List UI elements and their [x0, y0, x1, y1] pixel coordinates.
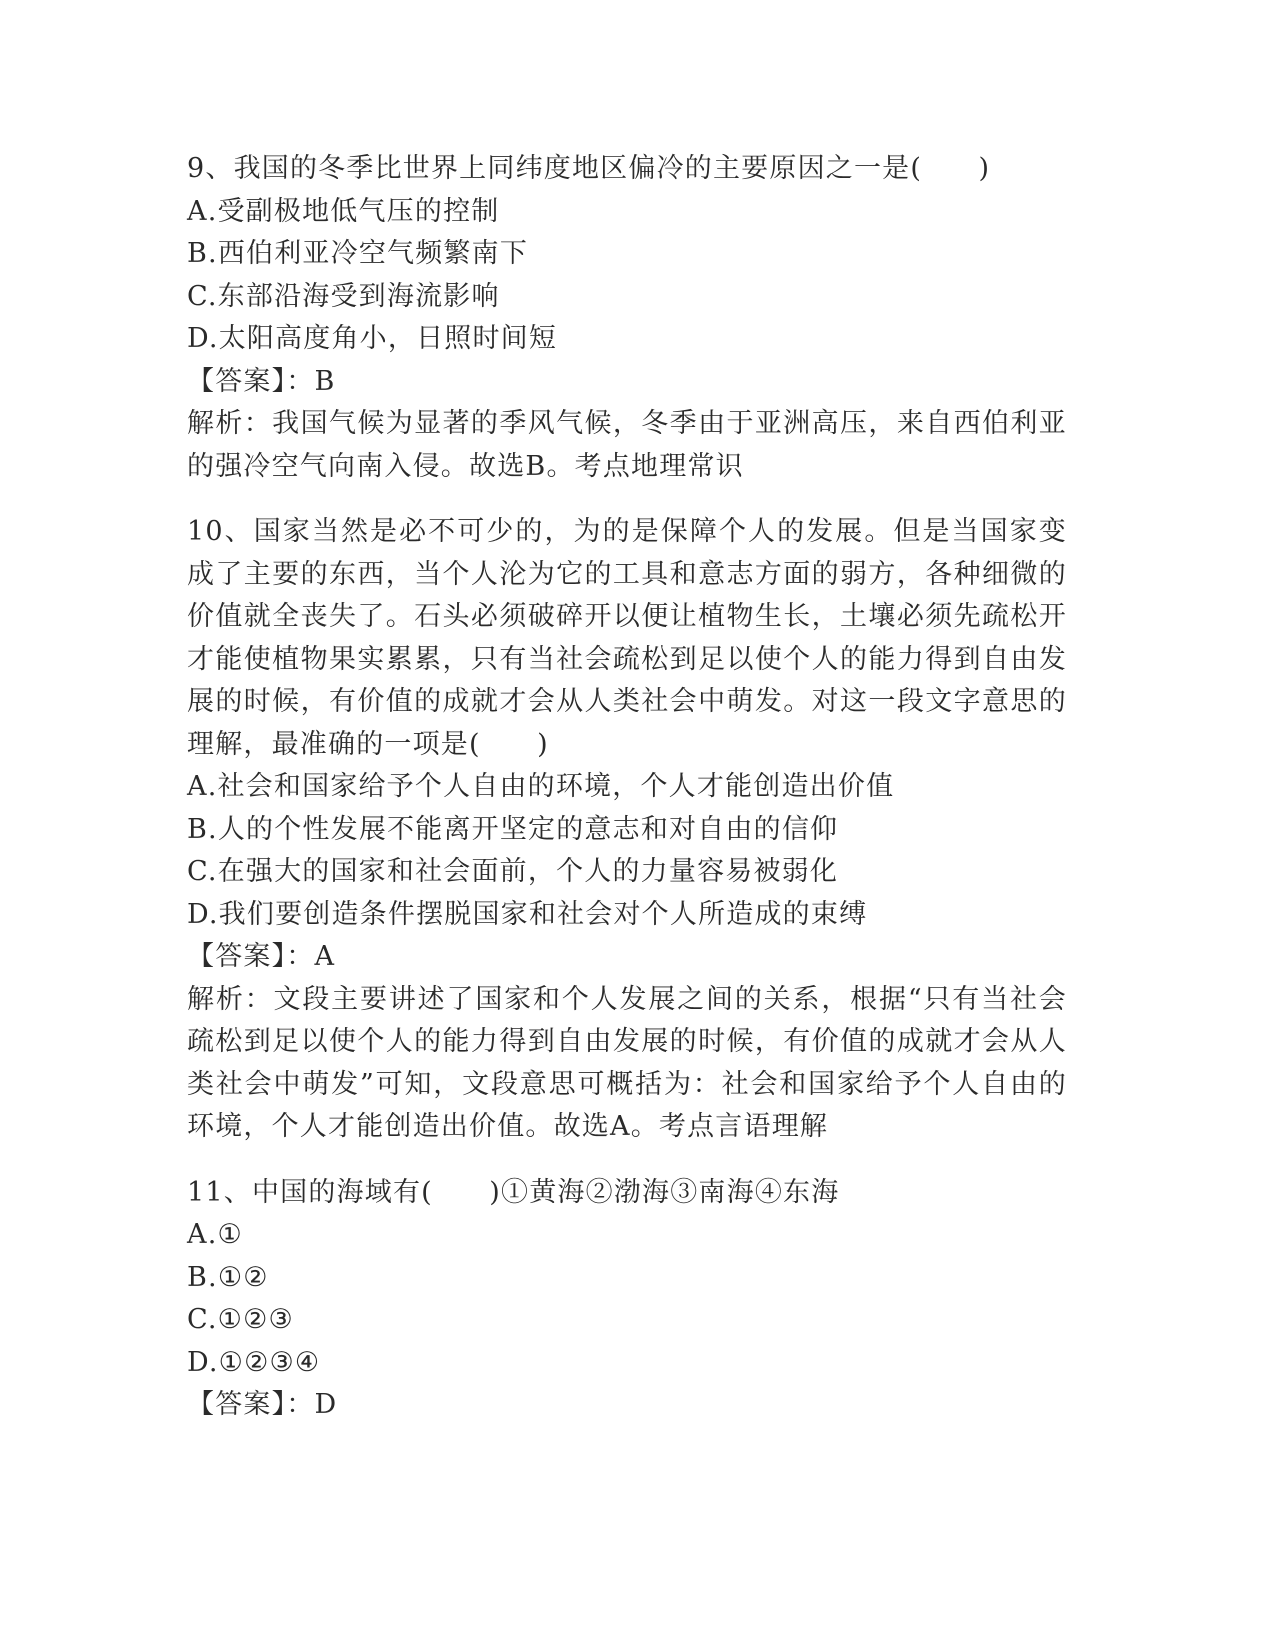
answer: 【答案】：D	[187, 1389, 338, 1420]
answer: 【答案】：B	[187, 365, 336, 397]
question-stem: 11、中国的海域有( )①黄海②渤海③南海④东海	[187, 1176, 840, 1208]
option-c: C.①②③	[187, 1304, 294, 1335]
option-c: C.在强大的国家和社会面前，个人的力量容易被弱化	[187, 856, 839, 887]
answer: 【答案】：A	[187, 941, 336, 972]
option-b: B.西伯利亚冷空气频繁南下	[187, 238, 529, 269]
question-9	[187, 148, 1067, 488]
option-c: C.东部沿海受到海流影响	[187, 280, 500, 312]
option-a: A.①	[187, 1219, 243, 1250]
option-a: A.社会和国家给予个人自由的环境，个人才能创造出价值	[187, 771, 895, 802]
question-list	[187, 148, 1067, 1450]
analysis: 解析：文段主要讲述了国家和个人发展之间的关系，根据“只有当社会疏松到足以使个人的能力得到自由发展的时候，有价值的成就才会从人类社会中萌发”可知，文段意思可概括为：社会和国家给予个人自由的环境，个人才能创造出价值。故选A。考点言语理解	[187, 983, 1067, 1142]
question-11	[187, 1172, 1067, 1427]
question-stem: 9、我国的冬季比世界上同纬度地区偏冷的主要原因之一是( )	[187, 153, 991, 184]
option-b: B.人的个性发展不能离开坚定的意志和对自由的信仰	[187, 813, 839, 845]
question-stem: 10、国家当然是必不可少的，为的是保障个人的发展。但是当国家变成了主要的东西，当个人沦为它的工具和意志方面的弱方，各种细微的价值就全丧失了。石头必须破碎开以便让植物生长，土壤必须先疏松开才能使植物果实累累，只有当社会疏松到足以使个人的能力得到自由发展的时候，有价值的成就才会从人类社会中萌发。对这一段文字意思的理解，最准确的一项是( )	[187, 516, 1067, 760]
option-d: D.我们要创造条件摆脱国家和社会对个人所造成的束缚	[187, 898, 868, 930]
question-10	[187, 511, 1067, 1149]
option-d: D.太阳高度角小，日照时间短	[187, 323, 558, 354]
option-b: B.①②	[187, 1261, 269, 1293]
option-d: D.①②③④	[187, 1346, 321, 1378]
analysis: 解析：我国气候为显著的季风气候，冬季由于亚洲高压，来自西伯利亚的强冷空气向南入侵。故选B。考点地理常识	[187, 408, 1067, 482]
option-a: A.受副极地低气压的控制	[187, 195, 500, 227]
